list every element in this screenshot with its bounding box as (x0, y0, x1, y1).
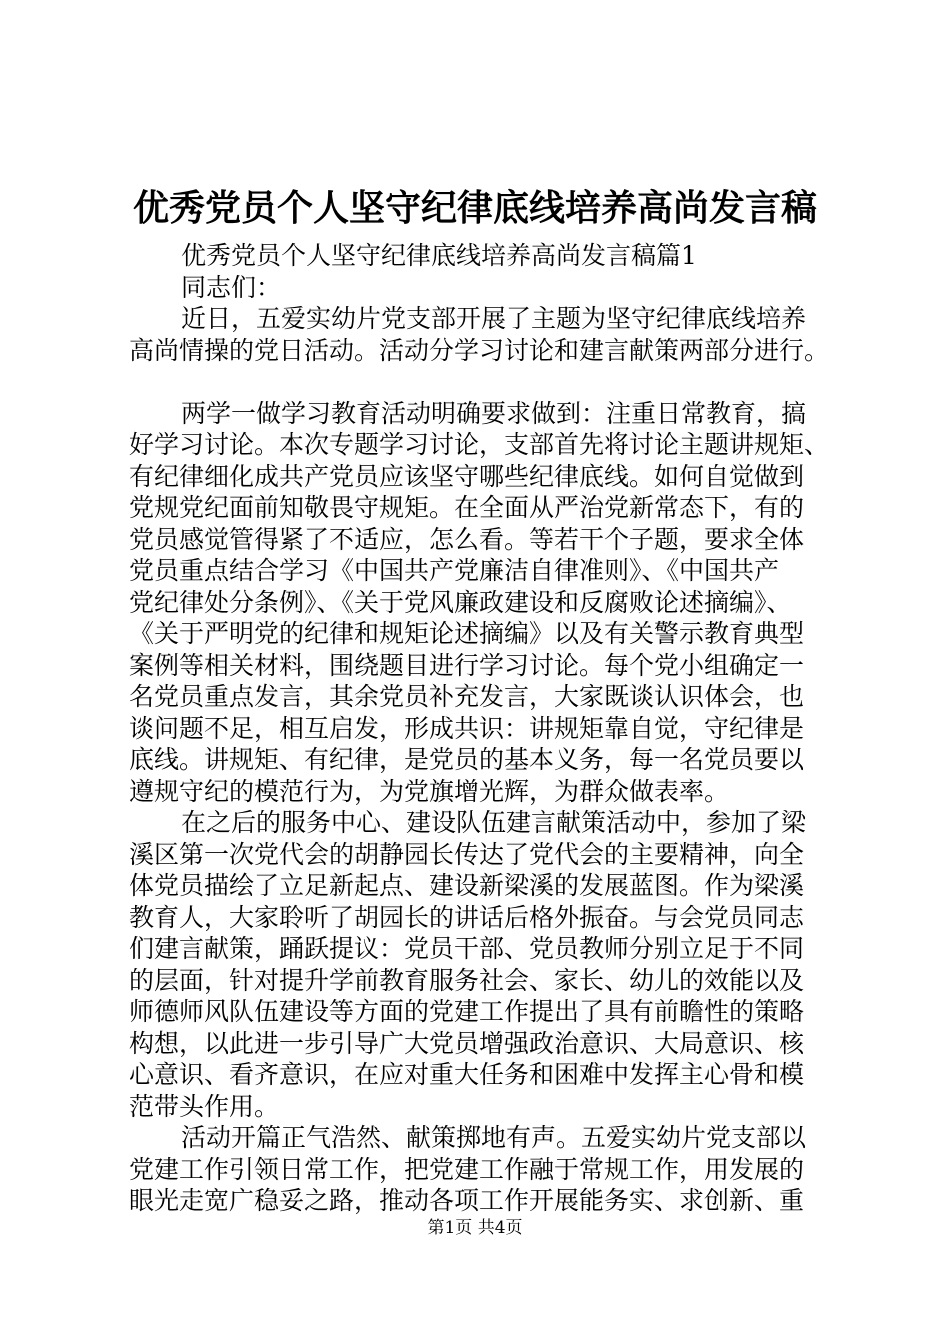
paragraph-line: 溪区第一次党代会的胡静园长传达了党代会的主要精神，向全 (129, 839, 805, 869)
paragraph-line: 近日，五爱实幼片党支部开展了主题为坚守纪律底线培养 (181, 304, 807, 333)
greeting: 同志们： (181, 272, 282, 302)
blank-line (129, 366, 841, 398)
paragraph-line: 们建言献策，踊跃提议：党员干部、党员教师分别立足于不同 (129, 934, 805, 963)
paragraph-line: 师德师风队伍建设等方面的党建工作提出了具有前瞻性的策略 (129, 997, 805, 1026)
paragraph-line: 党建工作引领日常工作，把党建工作融于常规工作，用发展的 (129, 1154, 805, 1184)
page-number-footer: 第1页 共4页 (427, 1218, 523, 1238)
paragraph-line: 谈问题不足，相互启发，形成共识：讲规矩靠自觉，守纪律是 (129, 713, 805, 743)
paragraph-line: 心意识、看齐意识，在应对重大任务和困难中发挥主心骨和模 (129, 1060, 805, 1089)
paragraph-line: 眼光走宽广稳妥之路，推动各项工作开展能务实、求创新、重 (129, 1186, 805, 1215)
paragraph-line: 党纪律处分条例》、《关于党风廉政建设和反腐败论述摘编》、 (129, 587, 792, 617)
paragraph-1 (129, 303, 841, 366)
paragraph-line: 活动开篇正气浩然、献策掷地有声。五爱实幼片党支部以 (181, 1123, 807, 1152)
paragraph-line: 党员重点结合学习《中国共产党廉洁自律准则》、《中国共产 (129, 556, 780, 585)
paragraph-4 (129, 1122, 841, 1217)
paragraph-line: 的层面，针对提升学前教育服务社会、家长、幼儿的效能以及 (129, 965, 805, 995)
paragraph-line: 好学习讨论。本次专题学习讨论，支部首先将讨论主题讲规矩、 (129, 430, 830, 459)
paragraph-line: 遵规守纪的模范行为，为党旗增光辉，为群众做表率。 (129, 776, 730, 806)
paragraph-line: 案例等相关材料，围绕题目进行学习讨论。每个党小组确定一 (129, 650, 805, 680)
paragraph-line: 《关于严明党的纪律和规矩论述摘编》以及有关警示教育典型 (129, 619, 805, 648)
paragraph-line: 范带头作用。 (129, 1091, 280, 1121)
document-title: 优秀党员个人坚守纪律底线培养高尚发言稿 (132, 187, 817, 229)
paragraph-2 (129, 398, 841, 808)
paragraph-line: 党规党纪面前知敬畏守规矩。在全面从严治党新常态下，有的 (129, 493, 805, 522)
paragraph-3 (129, 807, 841, 1122)
subtitle: 优秀党员个人坚守纪律底线培养高尚发言稿篇1 (181, 241, 697, 270)
paragraph-line: 底线。讲规矩、有纪律，是党员的基本义务，每一名党员要以 (129, 745, 805, 774)
paragraph-line: 在之后的服务中心、建设队伍建言献策活动中，参加了梁 (181, 808, 807, 837)
paragraph-line: 有纪律细化成共产党员应该坚守哪些纪律底线。如何自觉做到 (129, 461, 805, 491)
paragraph-line: 名党员重点发言，其余党员补充发言，大家既谈认识体会，也 (129, 682, 805, 711)
document-body (129, 240, 841, 1217)
paragraph-line: 党员感觉管得紧了不适应，怎么看。等若干个子题，要求全体 (129, 524, 805, 554)
paragraph-line: 教育人，大家聆听了胡园长的讲话后格外振奋。与会党员同志 (129, 902, 805, 932)
paragraph-line: 体党员描绘了立足新起点、建设新梁溪的发展蓝图。作为梁溪 (129, 871, 805, 900)
paragraph-line: 高尚情操的党日活动。活动分学习讨论和建言献策两部分进行。 (129, 335, 830, 365)
paragraph-line: 两学一做学习教育活动明确要求做到：注重日常教育，搞 (181, 398, 807, 428)
paragraph-line: 构想，以此进一步引导广大党员增强政治意识、大局意识、核 (129, 1028, 805, 1058)
